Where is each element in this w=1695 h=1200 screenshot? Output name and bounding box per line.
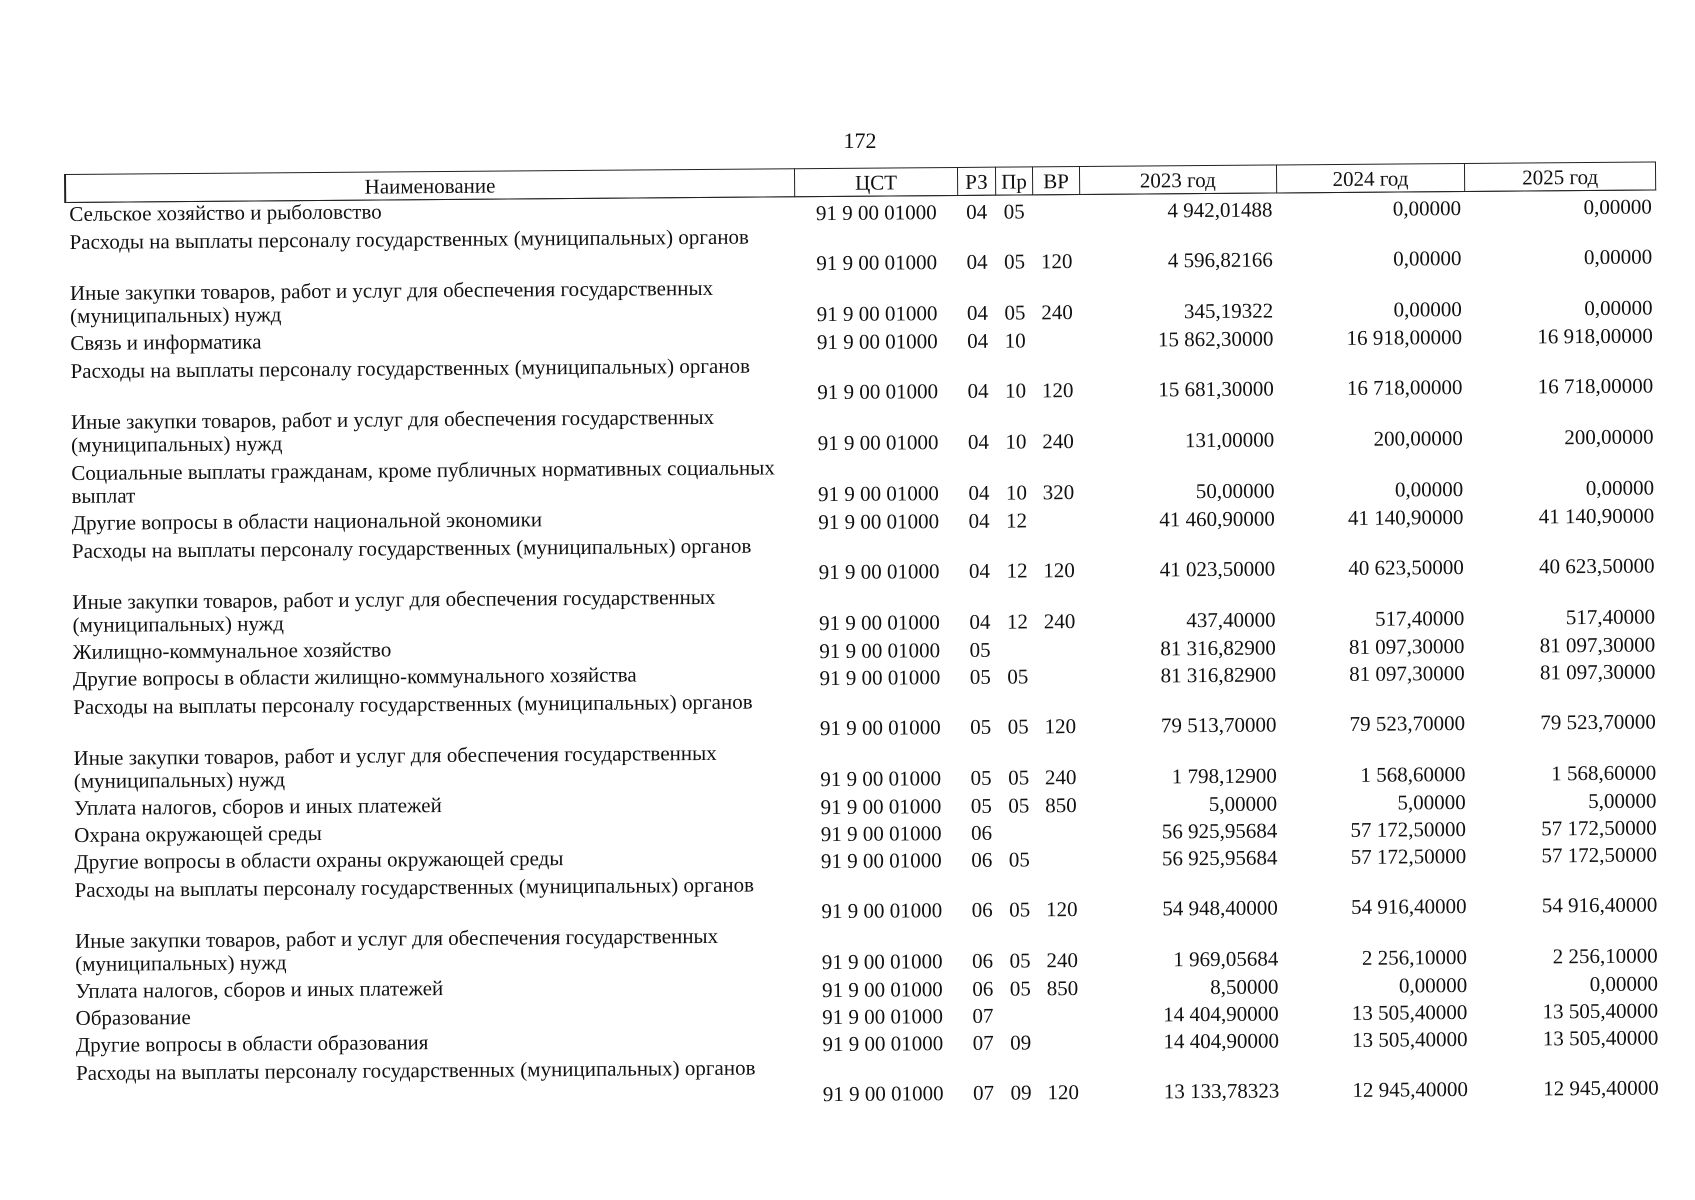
row-vr — [1035, 504, 1082, 531]
row-cst: 91 9 00 01000 — [816, 301, 938, 327]
row-value-2024: 0,00000 — [1392, 196, 1462, 221]
row-value-2024: 12 945,40000 — [1352, 1077, 1469, 1102]
row-cst: 91 9 00 01000 — [819, 610, 940, 636]
row-name: Иные закупки товаров, работ и услуг для обеспечения государственных (муниципальных) нужд — [69, 275, 714, 328]
row-value-2025: 517,40000 — [1565, 604, 1656, 630]
row-vr — [1036, 660, 1083, 687]
row-value-2024: 517,40000 — [1374, 606, 1465, 631]
row-cst: 91 9 00 01000 — [817, 430, 939, 456]
row-value-2025: 79 523,70000 — [1540, 709, 1656, 735]
row-pr: 05 — [1007, 714, 1029, 739]
row-cst: 91 9 00 01000 — [819, 665, 941, 691]
row-vr — [1038, 816, 1085, 843]
row-value-2024: 200,00000 — [1373, 426, 1463, 451]
row-rz: 07 — [972, 1003, 994, 1028]
row-rz: 04 — [968, 480, 990, 505]
row-cst: 91 9 00 01000 — [818, 559, 940, 585]
row-cst: 91 9 00 01000 — [821, 977, 943, 1003]
row-value-2024: 81 097,30000 — [1349, 661, 1465, 686]
row-rz: 04 — [967, 328, 989, 353]
row-name: Расходы на выплаты персоналу государственных (муниципальных) органов — [69, 224, 750, 254]
page-number: 172 — [843, 128, 877, 153]
row-vr — [1034, 324, 1081, 351]
row-pr: 05 — [1008, 765, 1030, 790]
row-cst: 91 9 00 01000 — [815, 200, 937, 226]
row-cst: 91 9 00 01000 — [816, 329, 938, 355]
budget-table-sheet — [64, 161, 1663, 1111]
row-pr: 05 — [1003, 249, 1026, 274]
row-value-2024: 54 916,40000 — [1350, 894, 1467, 919]
row-cst: 91 9 00 01000 — [822, 1031, 944, 1057]
row-name: Другие вопросы в области национальной экономики — [71, 507, 543, 535]
row-vr: 240 — [1044, 765, 1077, 790]
row-name: Расходы на выплаты персоналу государственных (муниципальных) органов — [71, 533, 752, 563]
row-value-2023: 81 316,82900 — [1160, 635, 1276, 661]
row-value-2023: 13 133,78323 — [1163, 1078, 1280, 1104]
row-pr: 05 — [1008, 793, 1030, 818]
row-value-2023: 4 596,82166 — [1167, 247, 1273, 273]
row-value-2023: 41 460,90000 — [1159, 506, 1275, 532]
header-2023: 2023 год — [1079, 165, 1276, 195]
row-rz: 04 — [966, 249, 988, 274]
row-value-2023: 15 862,30000 — [1157, 326, 1274, 352]
row-cst: 91 9 00 01000 — [821, 949, 943, 975]
row-value-2024: 40 623,50000 — [1348, 555, 1464, 580]
row-cst: 91 9 00 01000 — [820, 794, 942, 820]
row-value-2023: 345,19322 — [1183, 298, 1274, 324]
row-value-2023: 5,00000 — [1208, 791, 1278, 817]
row-vr: 850 — [1046, 976, 1079, 1001]
row-name: Иные закупки товаров, работ и услуг для обеспечения государственных (муниципальных) нужд — [72, 584, 716, 637]
row-pr: 12 — [1006, 508, 1028, 533]
row-rz: 04 — [968, 508, 990, 533]
row-cst: 91 9 00 01000 — [817, 379, 939, 405]
row-pr: 12 — [1006, 558, 1028, 583]
row-rz: 04 — [967, 429, 990, 454]
row-value-2025: 57 172,50000 — [1541, 815, 1657, 841]
row-value-2025: 16 718,00000 — [1537, 373, 1654, 399]
header-rz: РЗ — [958, 167, 996, 195]
row-pr: 10 — [1005, 480, 1027, 505]
row-value-2025: 200,00000 — [1564, 424, 1654, 450]
row-rz: 04 — [967, 378, 989, 403]
row-rz: 06 — [971, 948, 994, 973]
row-rz: 05 — [970, 793, 992, 818]
row-cst: 91 9 00 01000 — [820, 848, 942, 874]
row-value-2023: 1 798,12900 — [1171, 763, 1277, 789]
row-rz: 05 — [970, 714, 992, 739]
budget-table — [64, 161, 1663, 1111]
row-vr — [1036, 633, 1083, 660]
row-vr: 240 — [1041, 300, 1073, 325]
row-value-2024: 0,00000 — [1398, 973, 1468, 998]
row-pr: 05 — [1009, 976, 1031, 1001]
row-value-2024: 79 523,70000 — [1349, 711, 1466, 736]
row-name: Охрана окружающей среды — [74, 820, 322, 847]
row-value-2025: 0,00000 — [1589, 971, 1659, 997]
row-rz: 06 — [971, 897, 993, 922]
row-name: Иные закупки товаров, работ и услуг для обеспечения государственных (муниципальных) нужд — [70, 404, 715, 457]
row-rz: 04 — [968, 558, 991, 583]
row-name: Иные закупки товаров, работ и услуг для обеспечения государственных (муниципальных) нужд — [73, 740, 717, 793]
row-name: Жилищно-коммунальное хозяйство — [72, 637, 392, 664]
row-value-2024: 13 505,40000 — [1351, 1027, 1468, 1052]
row-pr: 10 — [1004, 328, 1026, 353]
row-rz: 04 — [966, 300, 989, 325]
row-cst: 91 9 00 01000 — [821, 898, 943, 924]
row-value-2023: 79 513,70000 — [1160, 712, 1277, 738]
row-pr — [999, 633, 1037, 660]
row-value-2025: 40 623,50000 — [1539, 553, 1655, 579]
row-value-2023: 14 404,90000 — [1163, 1028, 1280, 1054]
row-name: Другие вопросы в области охраны окружающей среды — [74, 846, 564, 874]
row-rz: 05 — [969, 664, 991, 689]
row-value-2025: 81 097,30000 — [1539, 632, 1656, 658]
row-value-2025: 0,00000 — [1584, 295, 1653, 321]
row-value-2024: 81 097,30000 — [1348, 634, 1465, 659]
header-name: Наименование — [65, 169, 795, 203]
row-value-2023: 437,40000 — [1186, 607, 1276, 633]
row-value-2024: 57 172,50000 — [1350, 844, 1467, 869]
header-2024: 2024 год — [1276, 163, 1465, 192]
row-pr: 10 — [1005, 378, 1027, 403]
row-name: Уплата налогов, сборов и иных платежей — [73, 793, 442, 820]
header-vr: ВР — [1033, 167, 1080, 195]
row-value-2023: 8,50000 — [1210, 974, 1279, 1000]
row-value-2023: 56 925,95684 — [1161, 845, 1278, 871]
row-rz: 04 — [969, 609, 991, 634]
header-2025: 2025 год — [1465, 162, 1656, 191]
row-name: Расходы на выплаты персоналу государственных (муниципальных) органов — [70, 353, 751, 383]
row-name: Социальные выплаты гражданам, кроме публичных нормативных социальных выплат — [71, 455, 775, 508]
row-vr: 850 — [1045, 793, 1077, 818]
row-value-2023: 1 969,05684 — [1173, 946, 1279, 972]
row-cst: 91 9 00 01000 — [820, 766, 942, 792]
row-cst: 91 9 00 01000 — [820, 821, 942, 847]
row-vr: 240 — [1042, 429, 1074, 454]
header-cst: ЦСТ — [794, 167, 958, 196]
row-value-2024: 0,00000 — [1393, 246, 1462, 271]
row-value-2025: 1 568,60000 — [1551, 760, 1657, 786]
row-name: Связь и информатика — [70, 329, 262, 355]
row-rz: 05 — [970, 765, 992, 790]
row-pr: 05 — [1003, 199, 1025, 224]
row-value-2024: 0,00000 — [1394, 477, 1464, 502]
row-value-2025: 81 097,30000 — [1539, 659, 1656, 685]
row-value-2024: 1 568,60000 — [1360, 762, 1466, 787]
row-value-2024: 57 172,50000 — [1350, 817, 1467, 842]
row-pr: 09 — [1010, 1080, 1032, 1105]
row-vr — [1039, 999, 1086, 1026]
row-name: Другие вопросы в области жилищно-коммунального хозяйства — [72, 662, 637, 691]
row-value-2024: 16 718,00000 — [1346, 375, 1463, 400]
row-rz: 07 — [972, 1030, 994, 1055]
row-value-2023: 14 404,90000 — [1163, 1001, 1279, 1027]
row-pr — [1002, 999, 1040, 1026]
row-rz: 06 — [972, 976, 994, 1001]
row-cst: 91 9 00 01000 — [819, 715, 941, 741]
row-value-2023: 15 681,30000 — [1158, 376, 1274, 402]
row-value-2024: 0,00000 — [1393, 297, 1462, 322]
row-value-2024: 41 140,90000 — [1347, 505, 1464, 530]
row-value-2024: 5,00000 — [1397, 790, 1466, 815]
row-name: Образование — [75, 1005, 191, 1030]
row-value-2025: 54 916,40000 — [1541, 892, 1658, 918]
row-pr: 05 — [1007, 664, 1029, 689]
row-value-2025: 16 918,00000 — [1537, 323, 1653, 349]
row-rz: 04 — [966, 199, 988, 224]
row-cst: 91 9 00 01000 — [818, 509, 940, 535]
row-vr — [1039, 1026, 1086, 1053]
row-value-2025: 57 172,50000 — [1541, 842, 1657, 868]
row-rz: 05 — [969, 637, 991, 662]
row-value-2023: 41 023,50000 — [1159, 556, 1276, 582]
row-value-2023: 54 948,40000 — [1162, 895, 1278, 921]
row-cst: 91 9 00 01000 — [816, 250, 938, 276]
row-value-2025: 2 256,10000 — [1552, 943, 1658, 969]
row-value-2023: 131,00000 — [1184, 427, 1275, 453]
row-rz: 06 — [970, 820, 993, 845]
row-vr: 120 — [1045, 897, 1078, 922]
row-pr: 05 — [1004, 300, 1026, 325]
row-pr: 05 — [1008, 847, 1030, 872]
row-vr: 120 — [1041, 378, 1074, 403]
row-name: Иные закупки товаров, работ и услуг для обеспечения государственных (муниципальных) нужд — [74, 923, 719, 976]
row-value-2023: 56 925,95684 — [1161, 818, 1278, 844]
row-name: Другие вопросы в области образования — [75, 1030, 429, 1057]
row-vr — [1038, 843, 1085, 870]
row-cst: 91 9 00 01000 — [822, 1004, 944, 1030]
row-vr: 120 — [1040, 249, 1073, 274]
row-value-2025: 41 140,90000 — [1538, 503, 1655, 529]
row-value-2024: 13 505,40000 — [1351, 1000, 1468, 1025]
row-pr: 09 — [1010, 1030, 1032, 1055]
row-value-2025: 0,00000 — [1585, 475, 1655, 501]
row-value-2025: 13 505,40000 — [1542, 1025, 1659, 1051]
row-value-2025: 5,00000 — [1588, 788, 1657, 814]
row-rz: 07 — [973, 1080, 995, 1105]
row-rz: 06 — [971, 847, 993, 872]
row-name: Уплата налогов, сборов и иных платежей — [75, 976, 444, 1003]
row-value-2025: 12 945,40000 — [1543, 1075, 1659, 1101]
row-value-2025: 0,00000 — [1583, 244, 1653, 270]
row-value-2023: 50,00000 — [1195, 478, 1275, 504]
header-pr: Пр — [995, 167, 1033, 195]
row-cst: 91 9 00 01000 — [822, 1081, 944, 1107]
row-value-2023: 81 316,82900 — [1160, 662, 1277, 688]
row-vr: 320 — [1042, 480, 1075, 505]
row-cst: 91 9 00 01000 — [819, 638, 941, 664]
row-vr: 120 — [1043, 558, 1075, 583]
row-value-2025: 13 505,40000 — [1542, 998, 1659, 1024]
row-value-2025: 0,00000 — [1583, 194, 1652, 220]
row-vr: 120 — [1047, 1080, 1080, 1105]
row-pr: 05 — [1009, 948, 1031, 973]
row-value-2024: 2 256,10000 — [1361, 945, 1468, 970]
row-pr: 12 — [1006, 609, 1029, 634]
row-value-2023: 4 942,01488 — [1167, 197, 1273, 223]
row-vr — [1033, 195, 1080, 223]
row-value-2024: 16 918,00000 — [1346, 325, 1463, 350]
row-pr: 10 — [1005, 429, 1027, 454]
row-name: Сельское хозяйство и рыболовство — [69, 199, 382, 226]
row-name: Расходы на выплаты персоналу государственных (муниципальных) органов — [75, 1055, 756, 1085]
row-vr: 240 — [1046, 948, 1079, 973]
row-cst: 91 9 00 01000 — [818, 481, 939, 507]
row-pr: 05 — [1009, 897, 1031, 922]
table-body — [65, 190, 1663, 1112]
row-pr — [1000, 816, 1038, 843]
row-vr: 120 — [1044, 714, 1077, 739]
row-name: Расходы на выплаты персоналу государственных (муниципальных) органов — [74, 872, 755, 902]
row-name: Расходы на выплаты персоналу государственных (муниципальных) органов — [73, 689, 753, 719]
row-vr: 240 — [1043, 609, 1076, 634]
